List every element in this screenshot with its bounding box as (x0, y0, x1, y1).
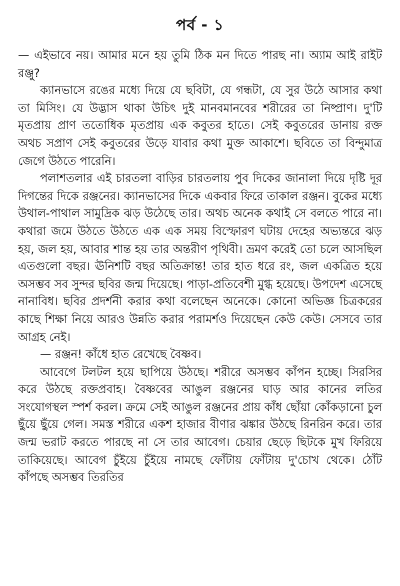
paragraph: — রঞ্জন! কাঁধে হাত রেখেছে বৈষ্ণব। (40, 348, 202, 362)
chapter-title: পর্ব - ১ (176, 16, 224, 34)
paragraph: পলাশতলার এই চারতলা বাড়ির চারতলায় পুব দিকের জানালা দিয়ে দৃষ্টি দূর দিগন্তের দিকে রঞ্জনের। ক্যানভাসের দিকে একবার ফিরে তাকাল রঞ্জন। বুকের মধ্যে উথাল-পাথাল সামুদ্রিক ঝড় উঠেছে তার। অথচ অনেক কথাই সে বলতে পারে না। কথারা জমে উঠতে উঠতে এক এক সময় বিস্ফোরণ ঘটায় দেহের অভ্যন্তরে ঝড় হয়, জল হয়, আবার শান্ত হয় তার অন্তরীণ পৃথিবী। ভ্রমণ করেই তো চলে আসছিল এতগুলো বছর। ঊনিশটি বছর অতিক্রান্ত! তার হাত ধরে রং, জল একত্রিত হয়ে অসম্ভব সব সুন্দর ছবির জন্ম দিয়েছে। পাড়া-প্রতিবেশী মুগ্ধ হয়েছে। উপদেশ এসেছে নানাবিধ। ছবির প্রদর্শনী করার কথা বলেছেন অনেকে। কোনো অভিজ্ঞ চিত্রকরের কাছে শিক্ষা নিয়ে আরও উন্নতি করার পরামর্শও দিয়েছেন কেউ কেউ। সেসবে তার আগ্রহ নেই। (18, 172, 382, 344)
body-text (18, 47, 382, 487)
paragraph: — এইভাবে নয়। আমার মনে হয় তুমি ঠিক মন দিতে পারছ না। অ্যাম আই রাইট রঞ্জু? (18, 49, 382, 80)
paragraph: ক্যানভাসে রঙের মধ্যে দিয়ে যে ছবিটা, যে গন্ধটা, যে সুর উঠে আসার কথা তা মিসিং। যে উদ্ভাস থাকা উচিৎ দুই মানবমানবের শরীরের তা নিষ্প্রাণ। দু'টি মৃতপ্রায় প্রাণ ততোধিক মৃতপ্রায় এক কবুতর হাতে। সেই কবুতরের ডানায় রক্ত অথচ সপ্রাণ সেই কবুতরের উড়ে যাবার কথা মুক্ত আকাশে। ছবিতে তা বিন্দুমাত্র জেগে উঠতে পারেনি। (18, 84, 382, 168)
paragraph: আবেগে টলটল হয়ে ছাপিয়ে উঠছে। শরীরে অসম্ভব কাঁপন হচ্ছে। সিরসির করে উঠছে রক্তপ্রবাহ। বৈষ্ণবের আঙুল রঞ্জনের ঘাড় আর কানের লতির সংযোগস্থল স্পর্শ করল। ক্রমে সেই আঙুল রঞ্জনের প্রায় কাঁধ ছোঁয়া কোঁকড়ানো চুল ছুঁয়ে ছুঁয়ে গেল। সমস্ত শরীরে একশ হাজার বীণার ঝঙ্কার উঠছে রিনরিন করে। তার জন্ম ভরাট করতে পারছে না সে তার আবেগ। চেয়ার ছেড়ে ছিটকে মুখ ফিরিয়ে তাকিয়েছে। আবেগ চুঁইয়ে চুঁইয়ে নামছে ফোঁটায় ফোঁটায় দু'চোখ থেকে। ঠোঁট কাঁপছে অসম্ভব তিরতির (18, 365, 382, 485)
